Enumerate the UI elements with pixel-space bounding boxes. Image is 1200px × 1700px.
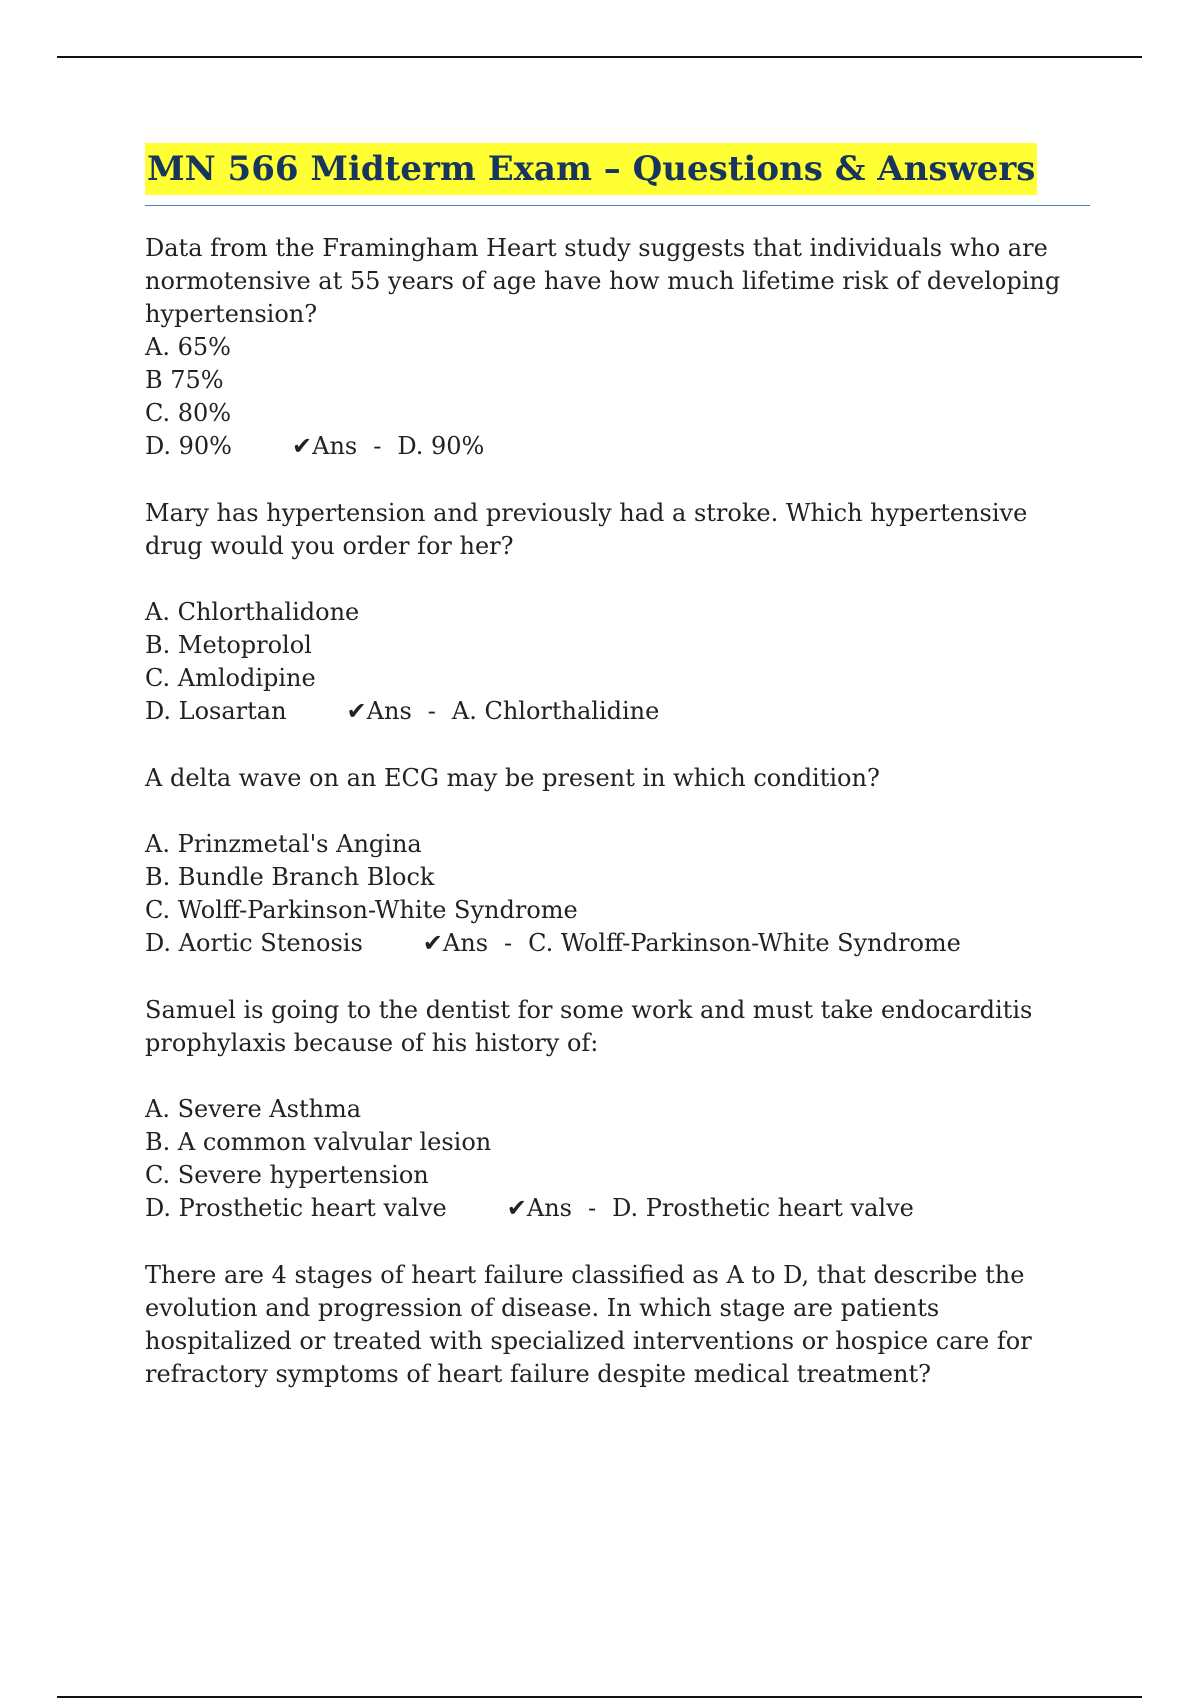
question-5 — [145, 1259, 1090, 1391]
checkmark-icon: ✔ — [506, 1194, 527, 1222]
answer-value: D. Prosthetic heart valve — [612, 1194, 914, 1222]
option-c: C. Amlodipine — [145, 664, 316, 692]
question-text: Data from the Framingham Heart study suggests that individuals who are normotensive at 55 years of age have how much lifetime risk of developing hypertension? — [145, 234, 1061, 328]
option-b: B. Metoprolol — [145, 631, 312, 659]
answer-value: D. 90% — [397, 432, 485, 460]
option-b: B 75% — [145, 366, 224, 394]
answer-label: Ans — [526, 1194, 572, 1222]
question-2 — [145, 497, 1090, 728]
answer-separator: - — [373, 432, 382, 460]
option-c: C. 80% — [145, 399, 232, 427]
question-text: A delta wave on an ECG may be present in which condition? — [145, 764, 880, 792]
checkmark-icon: ✔ — [422, 929, 443, 957]
answer-line — [292, 432, 484, 460]
question-4 — [145, 994, 1090, 1225]
blank-line — [145, 563, 1090, 596]
blank-line — [145, 795, 1090, 828]
answer-line — [507, 1194, 914, 1222]
option-a: A. Chlorthalidone — [145, 598, 360, 626]
question-text: There are 4 stages of heart failure classified as A to D, that describe the evolution and progression of disease. In which stage are patients hospitalized or treated with specialized interventions or hospice care for refractory symptoms of heart failure despite medical treatment? — [145, 1261, 1032, 1388]
answer-line — [423, 929, 961, 957]
option-d: D. 90% — [145, 432, 232, 460]
checkmark-icon: ✔ — [292, 432, 313, 460]
blank-line — [145, 1060, 1090, 1093]
answer-label: Ans — [366, 697, 412, 725]
option-c: C. Severe hypertension — [145, 1161, 429, 1189]
option-d-with-answer — [145, 695, 1090, 728]
option-c: C. Wolff-Parkinson-White Syndrome — [145, 896, 578, 924]
answer-value: A. Chlorthalidine — [451, 697, 660, 725]
answer-separator: - — [587, 1194, 597, 1222]
answer-line — [347, 697, 660, 725]
option-b: B. A common valvular lesion — [145, 1128, 492, 1156]
checkmark-icon: ✔ — [346, 697, 367, 725]
option-a: A. Severe Asthma — [145, 1095, 362, 1123]
answer-separator: - — [504, 929, 513, 957]
option-d-with-answer — [145, 1192, 1090, 1225]
option-d-with-answer — [145, 430, 1090, 463]
question-text: Samuel is going to the dentist for some work and must take endocarditis prophylaxis because of his history of: — [145, 996, 1033, 1057]
bottom-rule — [57, 1696, 1142, 1698]
option-b: B. Bundle Branch Block — [145, 863, 435, 891]
option-d-with-answer — [145, 927, 1090, 960]
option-d: D. Losartan — [145, 697, 287, 725]
answer-label: Ans — [442, 929, 489, 957]
option-d: D. Prosthetic heart valve — [145, 1194, 447, 1222]
question-text: Mary has hypertension and previously had a stroke. Which hypertensive drug would you order for her? — [145, 499, 1028, 560]
option-d: D. Aortic Stenosis — [145, 929, 363, 957]
answer-separator: - — [427, 697, 436, 725]
answer-label: Ans — [312, 432, 358, 460]
option-a: A. 65% — [145, 333, 231, 361]
option-a: A. Prinzmetal's Angina — [145, 830, 422, 858]
document-body — [145, 143, 1090, 1425]
document-title: MN 566 Midterm Exam – Questions & Answers — [145, 143, 1037, 195]
answer-value: C. Wolff-Parkinson-White Syndrome — [528, 929, 961, 957]
top-rule — [57, 56, 1142, 58]
question-3 — [145, 762, 1090, 960]
title-underline — [145, 143, 1090, 206]
question-1 — [145, 232, 1090, 463]
